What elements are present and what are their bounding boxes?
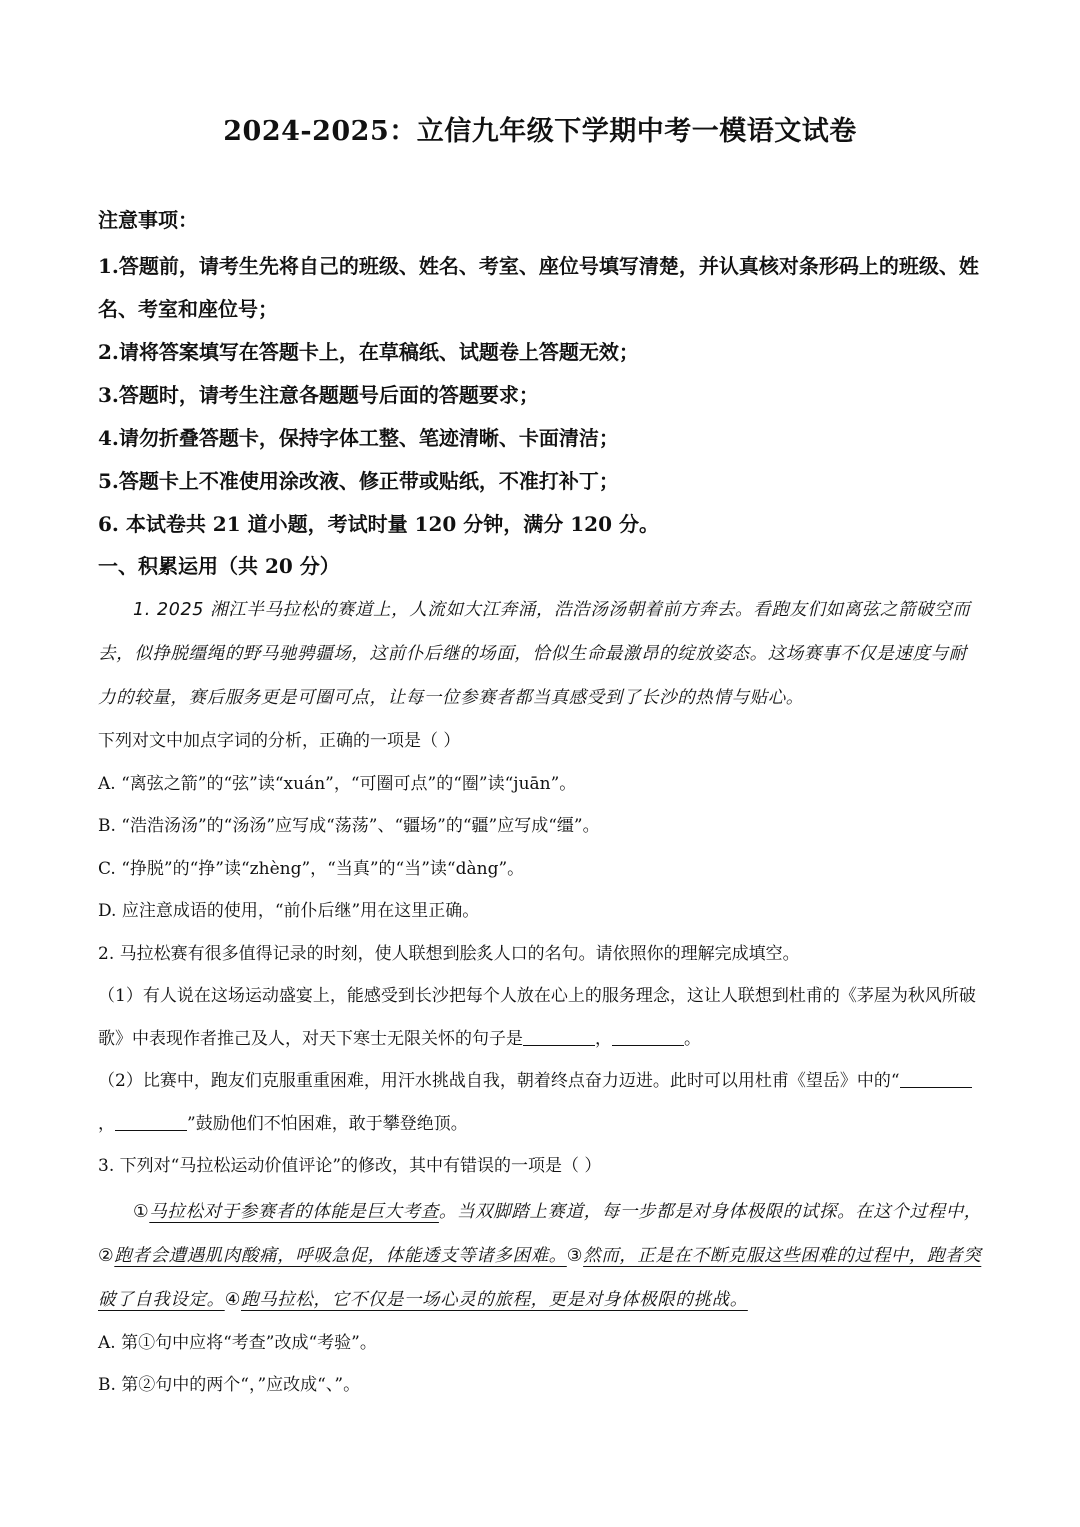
answer-blank[interactable] <box>900 1068 972 1088</box>
q2-stem: 2. 马拉松赛有很多值得记录的时刻，使人联想到脍炙人口的名句。请依照你的理解完成填空。 <box>98 943 800 964</box>
q1-option-d: D. 应注意成语的使用，“前仆后继”用在这里正确。 <box>98 901 480 921</box>
q1-option-b: B. “浩浩汤汤”的“汤汤”应写成“荡荡”、“疆场”的“疆”应写成“缰”。 <box>98 816 600 836</box>
answer-blank[interactable] <box>523 1026 595 1046</box>
notice-item: 6. 本试卷共 21 道小题，考试时量 120 分钟，满分 120 分。 <box>98 512 659 536</box>
answer-blank[interactable] <box>612 1026 684 1046</box>
q3-stem: 3. 下列对“马拉松运动价值评论”的修改，其中有错误的一项是（ ） <box>98 1156 602 1176</box>
page-title: 2024-2025：立信九年级下学期中考一模语文试卷 <box>223 116 857 147</box>
notice-list <box>98 245 982 546</box>
notice-item: 5.答题卡上不准使用涂改液、修正带或贴纸，不准打补丁； <box>98 469 619 493</box>
notice-item: 2.请将答案填写在答题卡上，在草稿纸、试题卷上答题无效； <box>98 340 639 364</box>
q1-stem: 下列对文中加点字词的分析，正确的一项是（ ） <box>98 731 461 751</box>
q3-option-a: A. 第①句中应将“考查”改成“考验”。 <box>98 1332 377 1353</box>
q1-option-a: A. “离弦之箭”的“弦”读“xuán”，“可圈可点”的“圈”读“juān”。 <box>98 773 577 794</box>
q2-sub2: （2）比赛中，跑友们克服重重困难，用汗水挑战自我，朝着终点奋力迈进。此时可以用杜甫《望岳》中的“， ”鼓励他们不怕困难，敢于攀登绝顶。 <box>98 1060 982 1145</box>
underlined-sentence-2: 跑者会遭遇肌肉酸痛，呼吸急促，体能透支等诸多困难。 <box>114 1245 567 1266</box>
q2-sub1: （1）有人说在这场运动盛宴上，能感受到长沙把每个人放在心上的服务理念，这让人联想到杜甫的《茅屋为秋风所破歌》中表现作者推己及人，对天下寒士无限关怀的句子是 ， 。 <box>98 986 976 1049</box>
notice-heading: 注意事项： <box>98 208 198 232</box>
section-heading: 一、积累运用（共 20 分） <box>98 554 340 578</box>
answer-blank[interactable] <box>115 1111 187 1131</box>
underlined-sentence-3: 然而，正是在不断克服这些困难的过程中，跑者突破了自我设定。 <box>98 1245 982 1310</box>
q3-passage: ①马拉松对于参赛者的体能是巨大考查。当双脚踏上赛道，每一步都是对身体极限的试探。在这个过程中，②跑者会遭遇肌肉酸痛，呼吸急促，体能透支等诸多困难。③然而，正是在不断克服这些困难的过程中，跑者突破了自我设定。④跑马拉松，它不仅是一场心灵的旅程，更是对身体极限的挑战。 <box>98 1201 982 1310</box>
underlined-sentence-1: 马拉松对于参赛者的体能是巨大考查 <box>149 1201 439 1222</box>
q3-option-b: B. 第②句中的两个“，”应改成“、”。 <box>98 1375 361 1395</box>
notice-item: 4.请勿折叠答题卡，保持字体工整、笔迹清晰、卡面清洁； <box>98 426 619 450</box>
underlined-sentence-4: 跑马拉松，它不仅是一场心灵的旅程，更是对身体极限的挑战。 <box>241 1289 748 1310</box>
q1-passage: 1. 2025 湘江半马拉松的赛道上，人流如大江奔涌，浩浩汤汤朝着前方奔去。看跑友们如离弦之箭破空而去，似挣脱缰绳的野马驰骋疆场，这前仆后继的场面，恰似生命最激昂的绽放姿态。这场赛事不仅是速度与耐力的较量，赛后服务更是可圈可点，让每一位参赛者都当真感受到了长沙的热情与贴心。 <box>98 600 971 708</box>
notice-item: 1.答题前，请考生先将自己的班级、姓名、考室、座位号填写清楚，并认真核对条形码上的班级、姓名、考室和座位号； <box>98 254 979 321</box>
notice-item: 3.答题时，请考生注意各题题号后面的答题要求； <box>98 383 539 407</box>
q1-option-c: C. “挣脱”的“挣”读“zhèng”，“当真”的“当”读“dàng”。 <box>98 858 525 879</box>
